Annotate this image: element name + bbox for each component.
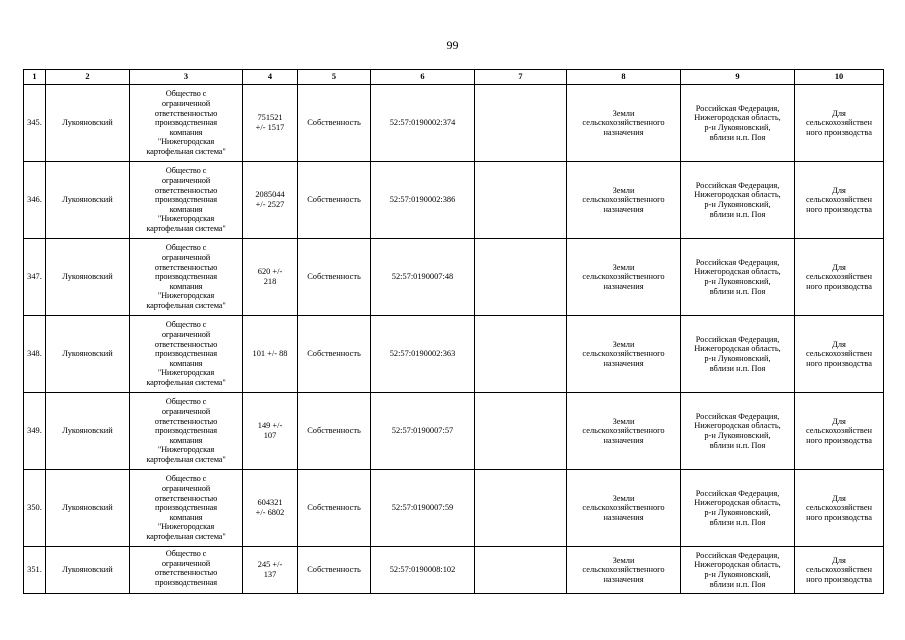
area-cell [243,470,298,547]
area-cell [243,393,298,470]
area-line: +/- 2527 [255,200,285,209]
district-cell: Лукояновский [46,162,130,239]
district-cell: Лукояновский [46,547,130,594]
land-category-line: назначения [603,435,644,445]
area-line: 137 [263,570,277,579]
permitted-use-line: Для [832,108,846,118]
owner-line: компания [169,512,203,522]
owner-line: Общество с [165,549,207,558]
area-line: 751521 [257,113,283,123]
owner-line: Общество с [165,474,207,484]
land-category-line: Земли [612,493,635,503]
cadastral-number-cell: 52:57:0190002:363 [371,316,475,393]
owner-line: картофельная система" [146,454,226,464]
location-line: вблизи н.п. Поя [709,579,766,589]
location-line: р-н Лукояновский, [704,570,771,579]
permitted-use-cell [795,393,884,470]
location-line: вблизи н.п. Поя [709,286,766,296]
land-category-line: назначения [603,512,644,522]
empty-cell [475,393,567,470]
land-category-cell [567,393,681,470]
permitted-use-line: ного производства [806,281,872,291]
location-line: Нижегородская область, [694,190,781,200]
location-cell [681,316,795,393]
location-line: Российская Федерация, [695,103,780,113]
table-row [24,239,884,316]
location-line: р-н Лукояновский, [704,200,771,209]
table-row [24,547,884,594]
location-line: вблизи н.п. Поя [709,363,766,373]
location-cell [681,393,795,470]
owner-line: "Нижегородская [157,137,215,147]
row-number-cell: 351. [24,547,46,594]
area-line: +/- 1517 [255,123,285,132]
land-category-line: Земли [612,262,635,272]
area-cell [243,162,298,239]
owner-line: ограниченной [161,330,211,340]
header-row [24,70,884,85]
column-header: 3 [130,70,243,85]
cadastral-number-cell: 52:57:0190007:57 [371,393,475,470]
empty-cell [475,547,567,594]
cadastral-number-cell: 52:57:0190008:102 [371,547,475,594]
owner-cell [130,316,243,393]
land-category-line: сельскохозяйственного [582,349,665,359]
land-category-cell [567,316,681,393]
row-number-cell: 348. [24,316,46,393]
location-line: Российская Федерация, [695,488,780,498]
table-row [24,470,884,547]
row-number-cell: 349. [24,393,46,470]
permitted-use-line: ного производства [806,127,872,137]
owner-cell [130,547,243,594]
right-type-cell: Собственность [298,470,371,547]
district-cell: Лукояновский [46,470,130,547]
owner-cell [130,393,243,470]
owner-line: компания [169,281,203,291]
owner-line: ответственностью [154,262,218,272]
owner-line: ответственностью [154,416,218,426]
land-category-line: сельскохозяйственного [582,118,665,128]
area-cell [243,239,298,316]
empty-cell [475,85,567,162]
empty-cell [475,239,567,316]
table-body [24,85,884,594]
column-header: 8 [567,70,681,85]
location-line: Российская Федерация, [695,550,780,560]
location-line: Российская Федерация, [695,334,780,344]
owner-line: картофельная система" [146,146,226,156]
area-line: 2085044 [255,190,285,200]
owner-line: "Нижегородская [157,291,215,301]
location-line: р-н Лукояновский, [704,508,771,517]
row-number-cell: 350. [24,470,46,547]
location-line: Нижегородская область, [694,498,781,508]
location-line: Российская Федерация, [695,180,780,190]
location-line: р-н Лукояновский, [704,123,771,132]
area-line: 604321 [257,498,283,508]
location-line: вблизи н.п. Поя [709,209,766,219]
permitted-use-line: ного производства [806,574,872,584]
owner-line: картофельная система" [146,223,226,233]
land-category-cell [567,239,681,316]
cadastral-number-cell: 52:57:0190002:374 [371,85,475,162]
permitted-use-line: сельскохозяйствен [805,272,873,282]
permitted-use-line: Для [832,493,846,503]
owner-line: компания [169,358,203,368]
location-line: Российская Федерация, [695,411,780,421]
land-category-line: назначения [603,358,644,368]
location-line: Нижегородская область, [694,421,781,431]
land-category-line: назначения [603,574,644,584]
owner-line: Общество с [165,166,207,176]
owner-line: производственная [155,272,217,282]
owner-line: производственная [155,577,217,587]
land-category-cell [567,470,681,547]
area-cell [243,316,298,393]
land-category-cell [567,547,681,594]
permitted-use-cell [795,547,884,594]
location-cell [681,162,795,239]
location-line: р-н Лукояновский, [704,431,771,440]
permitted-use-line: сельскохозяйствен [805,426,873,436]
location-cell [681,547,795,594]
area-line: 245 +/- [257,560,283,570]
land-category-line: Земли [612,108,635,118]
permitted-use-line: Для [832,185,846,195]
empty-cell [475,470,567,547]
district-cell: Лукояновский [46,316,130,393]
owner-line: "Нижегородская [157,522,215,532]
district-cell: Лукояновский [46,85,130,162]
land-category-line: сельскохозяйственного [582,195,665,205]
land-category-cell [567,85,681,162]
owner-line: ограниченной [161,176,211,186]
column-header: 4 [243,70,298,85]
table-row [24,393,884,470]
location-line: вблизи н.п. Поя [709,517,766,527]
owner-line: ответственностью [154,108,218,118]
location-line: Нижегородская область, [694,267,781,277]
owner-line: производственная [155,118,217,128]
row-number-cell: 347. [24,239,46,316]
area-line: 107 [263,431,277,440]
owner-line: Общество с [165,397,207,407]
area-line: 101 +/- 88 [252,349,288,359]
owner-line: "Нижегородская [157,214,215,224]
owner-line: ответственностью [154,493,218,503]
land-category-line: сельскохозяйственного [582,272,665,282]
cadastral-number-cell: 52:57:0190007:59 [371,470,475,547]
permitted-use-line: сельскохозяйствен [805,195,873,205]
area-cell [243,85,298,162]
owner-line: ответственностью [154,185,218,195]
right-type-cell: Собственность [298,393,371,470]
district-cell: Лукояновский [46,239,130,316]
permitted-use-line: ного производства [806,435,872,445]
owner-line: ограниченной [161,253,211,263]
land-category-line: Земли [612,555,635,565]
column-header: 1 [24,70,46,85]
column-header: 9 [681,70,795,85]
land-category-line: Земли [612,416,635,426]
right-type-cell: Собственность [298,547,371,594]
table-row [24,85,884,162]
permitted-use-line: Для [832,555,846,565]
land-category-line: Земли [612,339,635,349]
row-number-cell: 345. [24,85,46,162]
land-category-line: Земли [612,185,635,195]
owner-line: компания [169,127,203,137]
cadastral-number-cell: 52:57:0190007:48 [371,239,475,316]
location-cell [681,85,795,162]
owner-line: компания [169,204,203,214]
permitted-use-line: сельскохозяйствен [805,118,873,128]
permitted-use-line: Для [832,339,846,349]
land-category-line: назначения [603,204,644,214]
location-line: вблизи н.п. Поя [709,132,766,142]
owner-cell [130,85,243,162]
empty-cell [475,316,567,393]
owner-line: картофельная система" [146,531,226,541]
owner-line: производственная [155,426,217,436]
area-cell [243,547,298,594]
owner-line: Общество с [165,320,207,330]
location-line: Нижегородская область, [694,344,781,354]
location-cell [681,239,795,316]
location-cell [681,470,795,547]
owner-cell [130,239,243,316]
permitted-use-line: сельскохозяйствен [805,349,873,359]
land-registry-table [23,69,884,594]
column-header: 6 [371,70,475,85]
permitted-use-line: сельскохозяйствен [805,565,873,575]
location-line: вблизи н.п. Поя [709,440,766,450]
owner-cell [130,470,243,547]
owner-line: ограниченной [161,484,211,494]
right-type-cell: Собственность [298,162,371,239]
land-category-line: назначения [603,281,644,291]
area-line: +/- 6802 [255,508,285,517]
right-type-cell: Собственность [298,316,371,393]
owner-line: ограниченной [161,558,211,568]
land-category-cell [567,162,681,239]
area-line: 620 +/- [257,267,283,277]
location-line: Российская Федерация, [695,257,780,267]
permitted-use-cell [795,316,884,393]
right-type-cell: Собственность [298,239,371,316]
area-line: 218 [263,277,277,286]
column-header: 2 [46,70,130,85]
land-category-line: сельскохозяйственного [582,426,665,436]
owner-line: производственная [155,195,217,205]
right-type-cell: Собственность [298,85,371,162]
owner-line: производственная [155,503,217,513]
column-header: 7 [475,70,567,85]
owner-line: производственная [155,349,217,359]
column-header: 10 [795,70,884,85]
owner-line: ограниченной [161,99,211,109]
district-cell: Лукояновский [46,393,130,470]
location-line: р-н Лукояновский, [704,354,771,363]
area-line: 149 +/- [257,421,283,431]
owner-line: "Нижегородская [157,368,215,378]
permitted-use-cell [795,239,884,316]
permitted-use-line: Для [832,416,846,426]
location-line: р-н Лукояновский, [704,277,771,286]
permitted-use-line: Для [832,262,846,272]
table-row [24,162,884,239]
location-line: Нижегородская область, [694,560,781,570]
permitted-use-line: ного производства [806,204,872,214]
owner-line: картофельная система" [146,377,226,387]
owner-line: картофельная система" [146,300,226,310]
cadastral-number-cell: 52:57:0190002:386 [371,162,475,239]
owner-line: Общество с [165,243,207,253]
land-category-line: сельскохозяйственного [582,503,665,513]
column-header: 5 [298,70,371,85]
permitted-use-line: сельскохозяйствен [805,503,873,513]
owner-line: ответственностью [154,339,218,349]
owner-line: компания [169,435,203,445]
location-line: Нижегородская область, [694,113,781,123]
permitted-use-cell [795,162,884,239]
empty-cell [475,162,567,239]
land-category-line: назначения [603,127,644,137]
permitted-use-cell [795,470,884,547]
land-category-line: сельскохозяйственного [582,565,665,575]
permitted-use-line: ного производства [806,512,872,522]
table-row [24,316,884,393]
owner-line: "Нижегородская [157,445,215,455]
owner-cell [130,162,243,239]
owner-line: Общество с [165,89,207,99]
page-number: 99 [446,38,459,52]
row-number-cell: 346. [24,162,46,239]
owner-line: ограниченной [161,407,211,417]
owner-line: ответственностью [154,568,218,578]
permitted-use-cell [795,85,884,162]
permitted-use-line: ного производства [806,358,872,368]
